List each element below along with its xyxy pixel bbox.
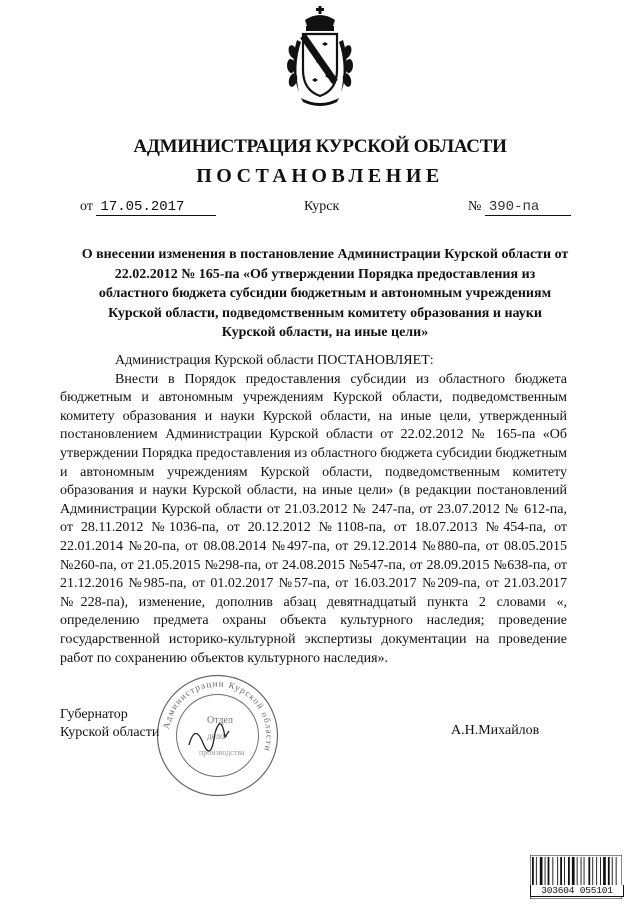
document-subject: О внесении изменения в постановление Администрации Курской области от 22.02.2012 № 165-па «Об утверждении Порядка предоставления из областного бюджета субсидии бюджетным и автономным учреждениям Курской области, подведомственным комитету образования и науки Курской области, на иные цели» [81, 247, 569, 340]
document-type-title: ПОСТАНОВЛЕНИЕ [196, 165, 444, 187]
barcode-bar [548, 857, 550, 885]
signatory-name: А.Н.Михайлов [451, 723, 540, 738]
official-seal-stamp [155, 673, 280, 798]
barcode-bar [592, 857, 593, 885]
seal-center-line-3: производства [199, 748, 245, 757]
organization-title: АДМИНИСТРАЦИЯ КУРСКОЙ ОБЛАСТИ [133, 136, 507, 157]
document-city: Курск [304, 199, 340, 214]
barcode-bar [545, 857, 546, 885]
decree-line: Администрация Курской области ПОСТАНОВЛЯЕТ: [115, 353, 434, 368]
barcode-bar [552, 857, 553, 885]
barcode-bar [581, 857, 582, 885]
seal-ring-text: Администрации Курской области [160, 678, 275, 754]
signatory-position [60, 706, 159, 742]
barcode-bar [600, 857, 601, 885]
barcode-bar [540, 857, 543, 885]
seal-center-line-1: Отдел [207, 715, 233, 726]
barcode-bar [612, 857, 613, 885]
barcode-bar [560, 857, 562, 885]
document-date: 17.05.2017 [96, 199, 216, 216]
position-line-2: Курской области [60, 725, 160, 740]
date-prefix: от [80, 199, 93, 214]
barcode-number: 303604 055101 [530, 885, 624, 897]
barcode-bar [588, 857, 590, 885]
barcode-bar [616, 857, 617, 885]
barcode-bar [532, 857, 534, 885]
barcode-bar [568, 857, 570, 885]
document-body [60, 352, 567, 668]
number-prefix: № [468, 199, 482, 214]
barcode-bar [536, 857, 537, 885]
date-field [80, 199, 216, 216]
barcode-bar [572, 857, 575, 885]
barcode-bar [564, 857, 565, 885]
body-paragraph: Внести в Порядок предоставления субсидии из областного бюджета бюджетным и автономным учреждениям Курской области, подведомственным комитету образования и науки Курской области, на иные цели, утвержденный постановлением Администрации Курской области от 22.02.2012 № 165-па «Об утверждении Порядка предоставления из областного бюджета субсидии бюджетным и автономным учреждениям Курской области, подведомственным комитету образования и науки Курской области, на иные цели» (в редакции постановлений Администрации Курской области от 21.03.2012 № 247-па, от 23.07.2012 № 612-па, от 28.11.2012 №1036-па, от 20.12.2012 №1108-па, от 18.07.2013 №454-па, от 22.01.2014 №20-па, от 08.08.2014 №497-па, от 29.12.2014 №880-па, от 08.05.2015 №260-па, от 21.05.2015 №298-па, от 24.08.2015 №547-па, от 28.09.2015 №638-па, от 21.12.2016 №985-па, от 01.02.2017 №57-па, от 16.03.2017 №209-па, от 21.03.2017 №228-па), изменение, дополнив абзац девятнадцатый пункта 2 словами «, определению предмета охраны объекта культурного наследия; проведение государственной историко-культурной экспертизы документации на проведение работ по сохранению объектов культурного наследия». [60, 371, 567, 666]
barcode-bar [596, 857, 597, 885]
coat-of-arms-emblem [283, 6, 357, 110]
seal-center-line-2: дело- [207, 731, 228, 741]
number-field [468, 199, 571, 216]
barcode-bar [584, 857, 585, 885]
barcode-bar [608, 857, 610, 885]
position-line-1: Губернатор [60, 707, 128, 722]
barcode-bar [603, 857, 606, 885]
barcode-bar [557, 857, 558, 885]
document-number: 390-па [485, 199, 571, 216]
barcode-bar [577, 857, 578, 885]
